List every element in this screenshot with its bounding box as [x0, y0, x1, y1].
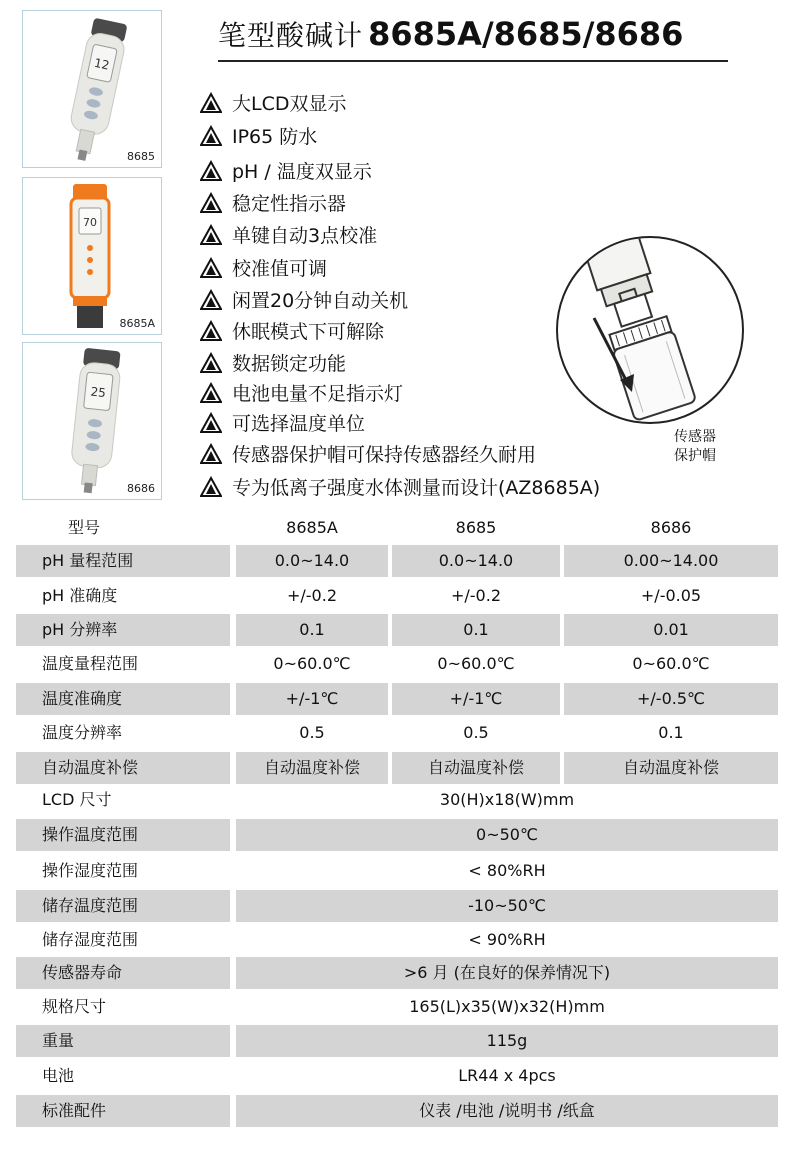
spec-value: 0.1: [236, 614, 388, 646]
spec-value: 0.1: [658, 723, 684, 742]
spec-row-ph-range: [16, 545, 778, 577]
warning-triangle-icon: [200, 224, 222, 246]
feature-text: 单键自动3点校准: [232, 225, 378, 247]
feature-item: [200, 411, 365, 437]
warning-triangle-icon: [200, 160, 222, 182]
spec-value: 0.01: [564, 614, 778, 646]
spec-row-weight: [16, 1025, 778, 1057]
feature-item: [200, 91, 346, 117]
spec-row-ph-resolution: [16, 614, 778, 646]
spec-value: LR44 x 4pcs: [458, 1066, 556, 1085]
sensor-cap-label-line: 保护帽: [674, 448, 716, 464]
product-image-8686: [22, 342, 162, 500]
spec-row-accessories: [16, 1095, 778, 1127]
spec-row-storage-humidity: [16, 924, 778, 956]
spec-value: +/-0.2: [450, 586, 501, 605]
spec-label: 操作湿度范围: [42, 861, 139, 880]
feature-item: [200, 159, 372, 185]
svg-text:12: 12: [92, 55, 111, 73]
feature-text: 数据锁定功能: [232, 353, 347, 375]
spec-label: 储存温度范围: [16, 890, 230, 922]
spec-value: 0.00~14.00: [564, 545, 778, 577]
spec-value: 0.0~14.0: [392, 545, 560, 577]
feature-item: [200, 351, 346, 377]
warning-triangle-icon: [200, 92, 222, 114]
warning-triangle-icon: [200, 443, 222, 465]
svg-text:25: 25: [89, 384, 107, 401]
spec-row-storage-temp: [16, 890, 778, 922]
feature-text: 校准值可调: [232, 258, 328, 280]
svg-text:70: 70: [83, 216, 97, 229]
spec-value: 0.0~14.0: [236, 545, 388, 577]
spec-value: +/-1℃: [392, 683, 560, 715]
spec-value: +/-0.05: [640, 586, 702, 605]
spec-value: -10~50℃: [236, 890, 778, 922]
spec-value: 0~60.0℃: [437, 654, 515, 673]
spec-value: 自动温度补偿: [564, 752, 778, 784]
spec-value: 30(H)x18(W)mm: [439, 790, 575, 809]
spec-label: 电池: [42, 1066, 75, 1085]
spec-value: 仪表 /电池 /说明书 /纸盒: [236, 1095, 778, 1127]
sensor-cap-label: [660, 428, 730, 466]
product-tag: 8685A: [119, 317, 155, 330]
feature-item: [200, 191, 346, 217]
spec-label: 重量: [16, 1025, 230, 1057]
spec-value: 0.5: [463, 723, 489, 742]
feature-text: 可选择温度单位: [232, 413, 366, 435]
feature-text: 休眠模式下可解除: [232, 321, 385, 343]
product-image-8685: [22, 10, 162, 168]
spec-value: 165(L)x35(W)x32(H)mm: [409, 997, 605, 1016]
spec-row-dimensions: [16, 991, 778, 1023]
spec-value: 0~50℃: [236, 819, 778, 851]
spec-label: pH 分辨率: [16, 614, 230, 646]
sensor-cap-illustration: [556, 236, 744, 424]
product-tag: 8685: [127, 150, 155, 163]
feature-text: 传感器保护帽可保持传感器经久耐用: [232, 444, 537, 466]
feature-item: [200, 288, 408, 314]
spec-label: 储存湿度范围: [42, 930, 139, 949]
spec-header-row: [16, 512, 778, 544]
spec-label: 温度分辨率: [42, 723, 123, 742]
spec-label: 温度准确度: [16, 683, 230, 715]
spec-label: 传感器寿命: [16, 957, 230, 989]
warning-triangle-icon: [200, 289, 222, 311]
warning-triangle-icon: [200, 257, 222, 279]
sensor-cap-label-line: 传感器: [674, 429, 716, 445]
spec-value: +/-0.5℃: [564, 683, 778, 715]
spec-value: 0.5: [299, 723, 325, 742]
warning-triangle-icon: [200, 476, 222, 498]
spec-label: 操作温度范围: [16, 819, 230, 851]
feature-text: 闲置20分钟自动关机: [232, 290, 409, 312]
feature-item: [200, 475, 600, 501]
spec-value: 自动温度补偿: [236, 752, 388, 784]
title-model-numbers: 8685A/8685/8686: [368, 15, 684, 53]
warning-triangle-icon: [200, 412, 222, 434]
spec-value: >6 月 (在良好的保养情况下): [236, 957, 778, 989]
spec-row-temp-accuracy: [16, 683, 778, 715]
spec-row-operating-temp: [16, 819, 778, 851]
feature-item: [200, 124, 317, 150]
spec-header-model: 8686: [650, 518, 692, 537]
spec-value: 0~60.0℃: [632, 654, 710, 673]
spec-label: pH 量程范围: [16, 545, 230, 577]
product-image-8685A: [22, 177, 162, 335]
product-tag: 8686: [127, 482, 155, 495]
feature-item: [200, 442, 536, 468]
spec-row-sensor-life: [16, 957, 778, 989]
spec-row-ph-accuracy: [16, 580, 778, 612]
warning-triangle-icon: [200, 382, 222, 404]
feature-item: [200, 319, 384, 345]
spec-label: LCD 尺寸: [42, 790, 112, 809]
spec-value: < 90%RH: [468, 930, 546, 949]
feature-item: [200, 223, 377, 249]
spec-value: +/-1℃: [236, 683, 388, 715]
spec-row-operating-humidity: [16, 855, 778, 887]
feature-text: 专为低离子强度水体测量而设计(AZ8685A): [232, 477, 601, 499]
feature-text: 稳定性指示器: [232, 193, 347, 215]
feature-text: IP65 防水: [232, 126, 318, 148]
spec-row-temp-range: [16, 648, 778, 680]
ph-meter-8685-illustration: [23, 11, 161, 167]
spec-value: +/-0.2: [286, 586, 337, 605]
spec-value: 0~60.0℃: [273, 654, 351, 673]
feature-text: 大LCD双显示: [232, 93, 347, 115]
spec-label: 温度量程范围: [42, 654, 139, 673]
spec-value: 0.1: [392, 614, 560, 646]
spec-row-battery: [16, 1060, 778, 1092]
spec-header-model: 8685A: [286, 518, 338, 537]
spec-label: 自动温度补偿: [16, 752, 230, 784]
feature-text: pH / 温度双显示: [232, 161, 372, 183]
spec-header-model: 8685: [455, 518, 497, 537]
feature-text: 电池电量不足指示灯: [232, 383, 404, 405]
page-title: [218, 14, 728, 62]
feature-item: [200, 381, 403, 407]
spec-label: 规格尺寸: [42, 997, 107, 1016]
warning-triangle-icon: [200, 192, 222, 214]
ph-meter-8686-illustration: [23, 343, 161, 499]
spec-value: < 80%RH: [468, 861, 546, 880]
title-product-name: 笔型酸碱计: [218, 19, 364, 52]
feature-item: [200, 256, 327, 282]
warning-triangle-icon: [200, 125, 222, 147]
spec-value: 自动温度补偿: [392, 752, 560, 784]
spec-row-lcd-size: [16, 784, 778, 816]
warning-triangle-icon: [200, 352, 222, 374]
spec-label: pH 准确度: [42, 586, 118, 605]
spec-row-temp-resolution: [16, 717, 778, 749]
warning-triangle-icon: [200, 320, 222, 342]
spec-header-label: 型号: [68, 518, 101, 537]
spec-row-atc: [16, 752, 778, 784]
ph-meter-8685A-illustration: [23, 178, 161, 334]
sensor-cap-drawing: [558, 238, 742, 422]
spec-value: 115g: [236, 1025, 778, 1057]
spec-label: 标准配件: [16, 1095, 230, 1127]
